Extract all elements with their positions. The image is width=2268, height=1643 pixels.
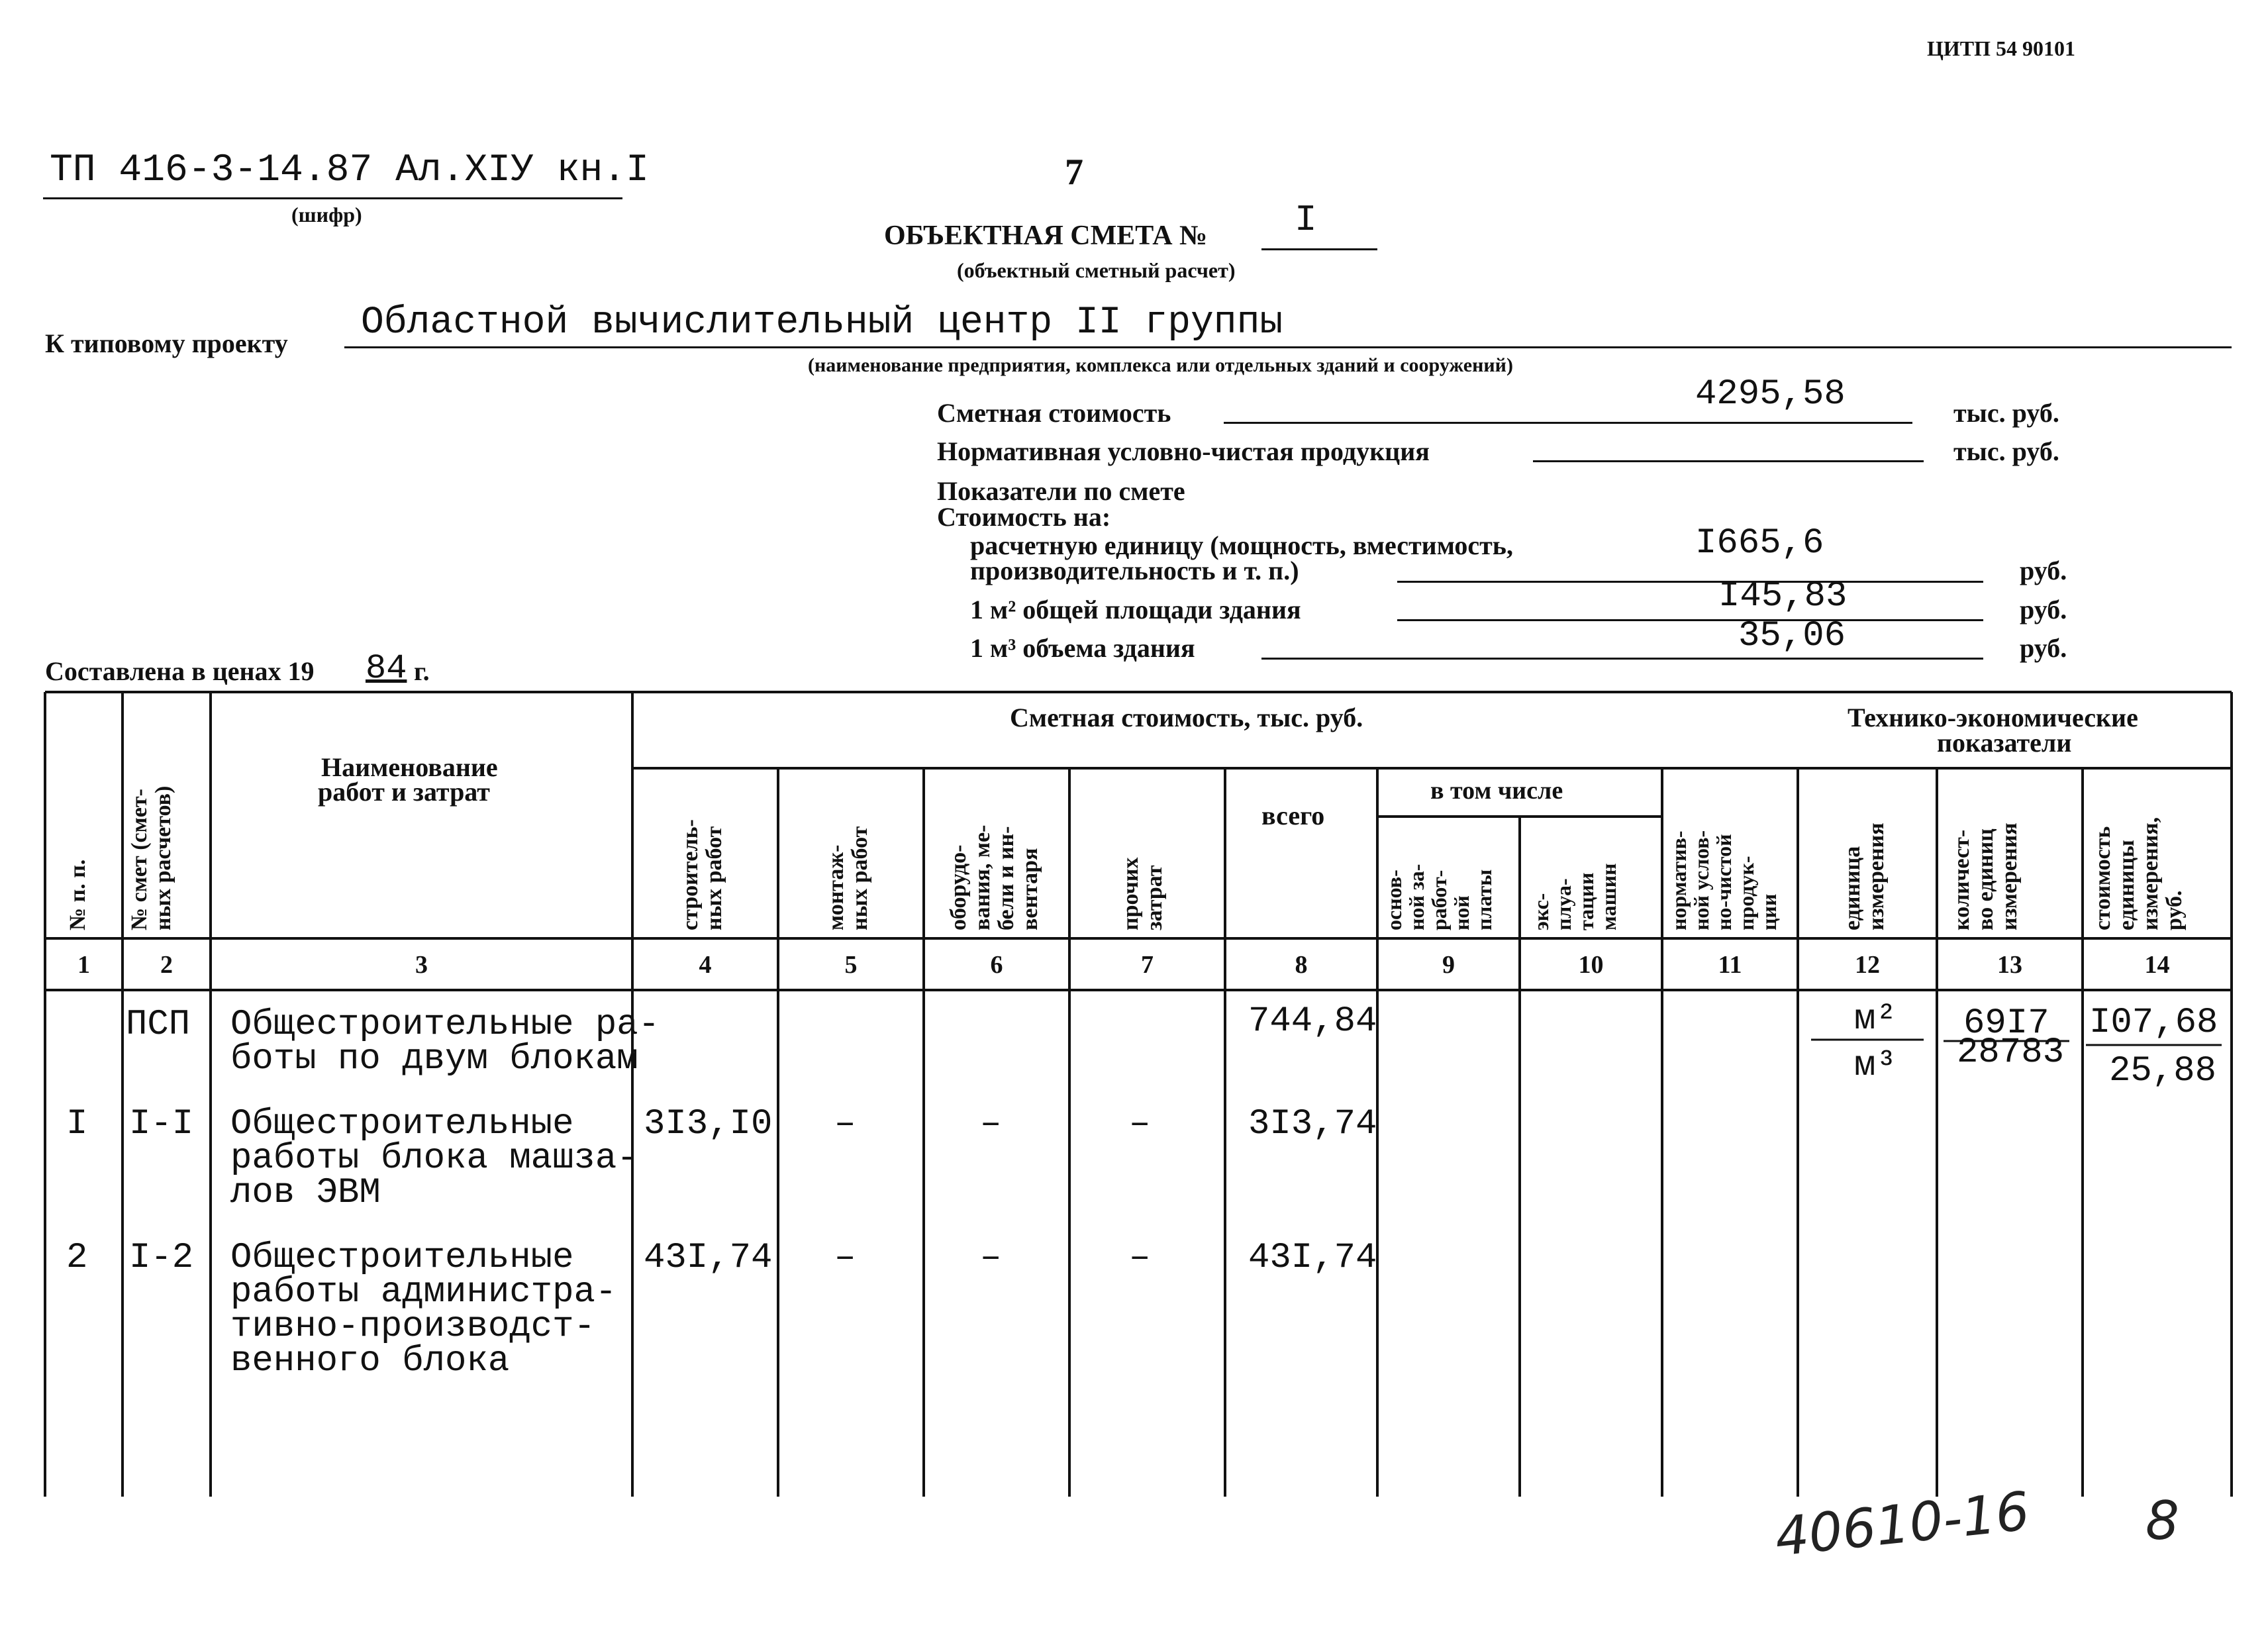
area-label: 1 м² общей площади здания bbox=[970, 595, 1301, 624]
total-header: всего bbox=[1261, 801, 1325, 830]
colnum-2: 2 bbox=[160, 951, 173, 979]
row3-name-line4: венного блока bbox=[230, 1341, 510, 1381]
unit-value: I665,6 bbox=[1695, 523, 1824, 564]
row1-total: 744,84 bbox=[1248, 1001, 1377, 1042]
name-header-line1: Наименование bbox=[321, 752, 498, 782]
row3-name-line3: тивно-производст- bbox=[230, 1307, 595, 1347]
row3-name-line1: Общестроительные bbox=[230, 1238, 574, 1278]
project-code: ТП 416-3-14.87 Ал.XIУ кн.I bbox=[50, 149, 649, 192]
row1-name-line2: боты по двум блокам bbox=[230, 1039, 638, 1079]
product-unit: тыс. руб. bbox=[1953, 436, 2059, 466]
colnum-12: 12 bbox=[1855, 951, 1880, 979]
vheader-c11: норматив- ной услов- но-чистой продук- ции bbox=[1667, 830, 1781, 930]
page-number: 7 bbox=[1065, 152, 1083, 193]
vheader-c1: № п. п. bbox=[66, 859, 90, 930]
cost-per-label: Стоимость на: bbox=[937, 502, 1111, 532]
row2-code: I-I bbox=[129, 1104, 194, 1144]
vheader-c7: прочих затрат bbox=[1118, 857, 1167, 930]
vheader-c2: № смет (смет- ных расчетов) bbox=[127, 785, 175, 930]
row2-other: – bbox=[1129, 1104, 1151, 1144]
colnum-1: 1 bbox=[77, 951, 90, 979]
vheader-c5: монтаж- ных работ bbox=[824, 826, 872, 930]
prices-label: Составлена в ценах 19 bbox=[45, 656, 315, 686]
volume-label: 1 м³ объема здания bbox=[970, 633, 1195, 663]
row2-mounting: – bbox=[834, 1104, 856, 1144]
project-label: К типовому проекту bbox=[45, 328, 288, 358]
estimate-number: I bbox=[1295, 199, 1317, 241]
row1-cost-bottom: 25,88 bbox=[2109, 1051, 2217, 1091]
prices-suffix: г. bbox=[414, 656, 430, 686]
row3-building: 43I,74 bbox=[644, 1238, 773, 1278]
colnum-10: 10 bbox=[1578, 951, 1604, 979]
vheader-c4: строитель- ных работ bbox=[678, 819, 726, 930]
vheader-c6: оборудо- вания, ме- бели и ин- вентаря bbox=[946, 824, 1042, 930]
name-header-line2: работ и затрат bbox=[318, 777, 490, 807]
vheader-c10: экс- плуа- тации машин bbox=[1529, 863, 1620, 930]
unit-label-line1: расчетную единицу (мощность, вместимость, bbox=[970, 530, 1513, 560]
row2-equipment: – bbox=[980, 1104, 1002, 1144]
cost-unit: тыс. руб. bbox=[1953, 398, 2059, 428]
row1-qty-bottom: 28783 bbox=[1957, 1032, 2065, 1073]
group-header-tech-line2: показатели bbox=[1937, 728, 2072, 758]
colnum-7: 7 bbox=[1141, 951, 1154, 979]
indicators-label: Показатели по смете bbox=[937, 476, 1185, 506]
vheader-c9: основ- ной за- работ- ной платы bbox=[1382, 864, 1496, 930]
colnum-3: 3 bbox=[415, 951, 428, 979]
row2-total: 3I3,74 bbox=[1248, 1104, 1377, 1144]
row3-num: 2 bbox=[66, 1238, 88, 1278]
colnum-11: 11 bbox=[1718, 951, 1742, 979]
colnum-4: 4 bbox=[699, 951, 712, 979]
row1-cost-top: I07,68 bbox=[2089, 1003, 2218, 1043]
volume-value: 35,06 bbox=[1738, 616, 1846, 656]
row3-mounting: – bbox=[834, 1238, 856, 1278]
unit-label-line2: производительность и т. п.) bbox=[970, 556, 1299, 585]
colnum-5: 5 bbox=[844, 951, 858, 979]
colnum-8: 8 bbox=[1295, 951, 1308, 979]
row3-total: 43I,74 bbox=[1248, 1238, 1377, 1278]
document-code-top: ЦИТП 54 90101 bbox=[1927, 36, 2076, 60]
group-header-tech-line1: Технико-экономические bbox=[1848, 703, 2138, 732]
handwritten-sheet-number: 8 bbox=[2145, 1490, 2179, 1552]
vheader-c12: единица измерения bbox=[1840, 822, 1889, 930]
colnum-13: 13 bbox=[1997, 951, 2022, 979]
row1-qty-top: 69I7 bbox=[1963, 1003, 2049, 1044]
prices-year: 84 bbox=[366, 649, 407, 688]
including-header: в том числе bbox=[1430, 777, 1563, 805]
vheader-c14: стоимость единицы измерения, руб. bbox=[2091, 817, 2187, 930]
row1-unit-bottom: м³ bbox=[1854, 1046, 1897, 1086]
estimate-subtitle: (объектный сметный расчет) bbox=[957, 258, 1236, 282]
row1-code: ПСП bbox=[126, 1005, 191, 1045]
row1-name-line1: Общестроительные ра- bbox=[230, 1005, 660, 1045]
product-label: Нормативная условно-чистая продукция bbox=[937, 436, 1430, 466]
group-header-cost: Сметная стоимость, тыс. руб. bbox=[1010, 703, 1363, 732]
project-name: Областной вычислительный центр II группы bbox=[361, 301, 1283, 344]
row2-name-line3: лов ЭВМ bbox=[230, 1173, 381, 1213]
colnum-9: 9 bbox=[1442, 951, 1455, 979]
colnum-14: 14 bbox=[2144, 951, 2170, 979]
area-unit: руб. bbox=[2020, 595, 2067, 624]
row1-unit-top: м² bbox=[1854, 999, 1897, 1040]
estimate-title: ОБЪЕКТНАЯ СМЕТА № bbox=[884, 221, 1208, 251]
row3-code: I-2 bbox=[129, 1238, 194, 1278]
row3-equipment: – bbox=[980, 1238, 1002, 1278]
row3-other: – bbox=[1129, 1238, 1151, 1278]
handwritten-inventory-number: 40610-16 bbox=[1772, 1480, 2032, 1568]
row2-name-line1: Общестроительные bbox=[230, 1104, 574, 1144]
vheader-c13: количест- во единиц измерения bbox=[1949, 822, 2022, 930]
row2-num: I bbox=[66, 1104, 88, 1144]
row2-name-line2: работы блока машза- bbox=[230, 1138, 638, 1179]
cost-value: 4295,58 bbox=[1695, 374, 1846, 415]
volume-unit: руб. bbox=[2020, 633, 2067, 663]
unit-unit: руб. bbox=[2020, 556, 2067, 585]
row3-name-line2: работы администра- bbox=[230, 1272, 617, 1313]
project-name-caption: (наименование предприятия, комплекса или отдельных зданий и сооружений) bbox=[808, 354, 1513, 376]
row2-building: 3I3,I0 bbox=[644, 1104, 773, 1144]
colnum-6: 6 bbox=[990, 951, 1003, 979]
cipher-label: (шифр) bbox=[291, 203, 362, 226]
cost-label: Сметная стоимость bbox=[937, 398, 1171, 428]
area-value: I45,83 bbox=[1718, 576, 1848, 617]
